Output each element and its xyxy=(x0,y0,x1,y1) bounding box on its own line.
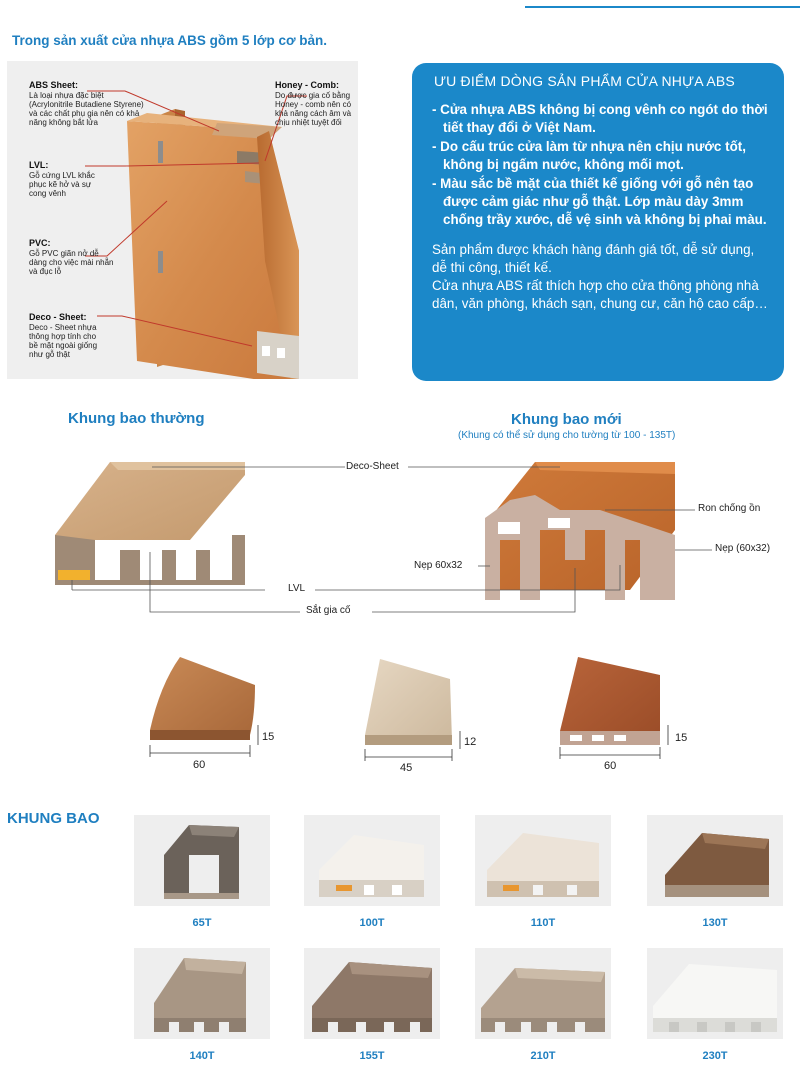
frame-thumb-65t xyxy=(134,815,270,906)
deco-sheet-title: Deco - Sheet: xyxy=(29,312,87,322)
frame-profiles xyxy=(0,440,800,620)
molding-2-width: 45 xyxy=(400,762,413,774)
frame-thumb-110t xyxy=(475,815,611,906)
lvl-title: LVL: xyxy=(29,160,49,170)
advantage-item: - Do cấu trúc cửa làm từ nhựa nên chịu nước tốt, không bị ngấm nước, không mối mọt. xyxy=(432,139,746,172)
label-pvc xyxy=(29,239,115,276)
frame-caption: 130T xyxy=(702,917,728,929)
khung-bao-title: KHUNG BAO xyxy=(7,810,100,827)
advantages-list xyxy=(432,101,770,229)
pvc-title: PVC: xyxy=(29,238,51,248)
frame-thumb-140t xyxy=(134,948,270,1039)
frame-caption: 65T xyxy=(192,917,212,929)
top-rule xyxy=(525,6,800,8)
label-ron-chong-on: Ron chống ồn xyxy=(698,503,761,514)
label-deco-sheet xyxy=(29,313,105,359)
frame-thumb-210t xyxy=(475,948,611,1039)
lvl-desc: Gỗ cứng LVL khắc phục kẽ hở và sự cong vênh xyxy=(29,171,95,198)
advantages-title: ƯU ĐIỂM DÒNG SẢN PHẨM CỬA NHỰA ABS xyxy=(434,73,735,89)
frame-thumb-100t xyxy=(304,815,440,906)
label-nep-left: Nẹp 60x32 xyxy=(414,560,463,571)
advantages-box xyxy=(412,63,784,381)
frame-thumb-230t xyxy=(647,948,783,1039)
new-frame-profile xyxy=(485,462,675,600)
frame-caption: 230T xyxy=(702,1050,728,1062)
frame-caption: 100T xyxy=(359,917,385,929)
label-honey-comb xyxy=(275,81,355,127)
honey-comb-desc: Do được gia cố bằng Honey - comb nên có khả năng cách âm và chịu nhiệt tuyệt đối xyxy=(275,91,352,127)
deco-sheet-desc: Deco - Sheet nhựa thông hợp tính cho bề mặt ngoài giống như gỗ thật xyxy=(29,323,98,359)
frame-thumb-155t xyxy=(304,948,440,1039)
frame-caption: 110T xyxy=(530,917,556,929)
honey-comb-title: Honey - Comb: xyxy=(275,80,339,90)
molding-3-width: 60 xyxy=(604,760,617,772)
intro-heading: Trong sản xuất cửa nhựa ABS gồm 5 lớp cơ bản. xyxy=(12,33,328,48)
molding-1-width: 60 xyxy=(193,759,206,771)
advantages-paragraph: Sản phẩm được khách hàng đánh giá tốt, dễ sử dụng, dễ thi công, thiết kế. xyxy=(432,242,755,275)
molding-1-height: 15 xyxy=(262,731,275,743)
abs-sheet-desc: Là loại nhựa đặc biệt (Acrylonitrile Butadiene Styrene) và các chất phụ gia nên có khả năng không bắt lửa xyxy=(29,91,144,127)
molding-profiles xyxy=(0,645,800,775)
normal-frame-title: Khung bao thường xyxy=(68,410,205,427)
advantage-item: - Cửa nhựa ABS không bị cong vênh co ngót do thời tiết thay đổi ở Việt Nam. xyxy=(432,102,768,135)
frame-caption: 155T xyxy=(359,1050,385,1062)
label-lvl-frame: LVL xyxy=(288,583,306,594)
molding-2-height: 12 xyxy=(464,736,477,748)
molding-3-height: 15 xyxy=(675,732,688,744)
new-frame-subtitle: (Khung có thể sử dụng cho tường từ 100 - 135T) xyxy=(458,430,676,441)
abs-sheet-title: ABS Sheet: xyxy=(29,80,79,90)
door-layers-diagram xyxy=(7,61,358,379)
frame-thumb-130t xyxy=(647,815,783,906)
molding-3 xyxy=(560,657,668,759)
label-lvl xyxy=(29,161,101,198)
label-nep-right: Nẹp (60x32) xyxy=(715,543,771,554)
label-sat-gia-co: Sắt gia cố xyxy=(306,605,351,616)
new-frame-title: Khung bao mới xyxy=(511,411,622,428)
frame-caption: 210T xyxy=(530,1050,556,1062)
advantage-item: - Màu sắc bề mặt của thiết kế giống với gỗ nên tạo được cảm giác như gỗ thật. Lớp màu dày 3mm chống trầy xước, dễ vệ sinh và không bị phai màu. xyxy=(432,176,767,227)
label-deco-sheet-frame: Deco-Sheet xyxy=(346,461,399,472)
advantages-paragraph: Cửa nhựa ABS rất thích hợp cho cửa thông phòng nhà dân, văn phòng, khách sạn, chung cư, căn hộ cao cấp… xyxy=(432,278,768,311)
frame-caption: 140T xyxy=(189,1050,215,1062)
molding-2 xyxy=(365,659,460,761)
pvc-desc: Gỗ PVC giãn nở dễ dàng cho việc mài nhẵn và đục lỗ xyxy=(29,249,114,276)
label-abs-sheet xyxy=(29,81,149,127)
molding-1 xyxy=(150,657,258,757)
